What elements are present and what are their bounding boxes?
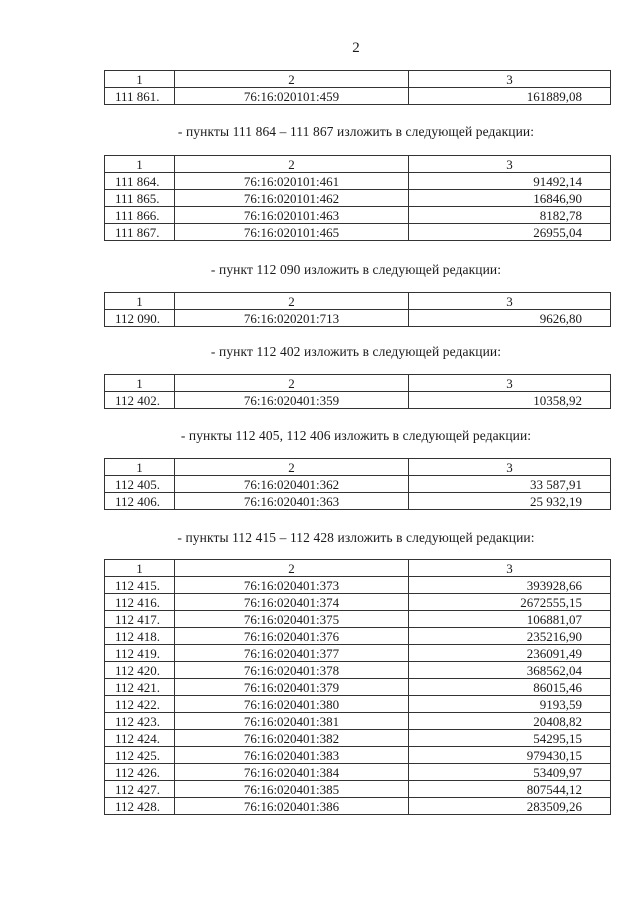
- area-value: 161889,08: [409, 88, 611, 105]
- cadastral-number: 76:16:020401:362: [175, 476, 409, 493]
- item-number: 112 423.: [105, 713, 175, 730]
- header-cell-3: 3: [409, 156, 611, 173]
- header-cell-2: 2: [175, 560, 409, 577]
- cadastral-number: 76:16:020401:384: [175, 764, 409, 781]
- item-number: 112 426.: [105, 764, 175, 781]
- area-value: 20408,82: [409, 713, 611, 730]
- item-number: 112 421.: [105, 679, 175, 696]
- table-row: [105, 493, 611, 510]
- header-cell-2: 2: [175, 156, 409, 173]
- cadastral-number: 76:16:020401:377: [175, 645, 409, 662]
- table-row: [105, 645, 611, 662]
- cadastral-number: 76:16:020401:382: [175, 730, 409, 747]
- area-value: 9193,59: [409, 696, 611, 713]
- table-row: [105, 798, 611, 815]
- cadastral-number: 76:16:020401:381: [175, 713, 409, 730]
- cadastral-number: 76:16:020401:363: [175, 493, 409, 510]
- cadastral-number: 76:16:020401:380: [175, 696, 409, 713]
- header-cell-1: 1: [105, 375, 175, 392]
- table-header-row: [105, 560, 611, 577]
- header-cell-2: 2: [175, 375, 409, 392]
- table-header-row: [105, 459, 611, 476]
- area-value: 26955,04: [409, 224, 611, 241]
- section-intro: - пункт 112 090 изложить в следующей редакции:: [210, 262, 502, 277]
- cadastral-number: 76:16:020401:376: [175, 628, 409, 645]
- area-value: 283509,26: [409, 798, 611, 815]
- area-value: 53409,97: [409, 764, 611, 781]
- item-number: 112 406.: [105, 493, 175, 510]
- item-number: 112 420.: [105, 662, 175, 679]
- section-intro: - пункты 111 864 – 111 867 изложить в следующей редакции:: [177, 124, 535, 139]
- area-value: 91492,14: [409, 173, 611, 190]
- item-number: 112 402.: [105, 392, 175, 409]
- area-value: 2672555,15: [409, 594, 611, 611]
- cadastral-number: 76:16:020401:385: [175, 781, 409, 798]
- cadastral-number: 76:16:020101:459: [175, 88, 409, 105]
- cadastral-number: 76:16:020401:378: [175, 662, 409, 679]
- item-number: 112 405.: [105, 476, 175, 493]
- table-header-row: [105, 293, 611, 310]
- table-row: [105, 730, 611, 747]
- area-value: 236091,49: [409, 645, 611, 662]
- table-row: [105, 173, 611, 190]
- cadastral-number: 76:16:020101:463: [175, 207, 409, 224]
- table-row: [105, 679, 611, 696]
- table-row: [105, 764, 611, 781]
- header-cell-3: 3: [409, 459, 611, 476]
- header-cell-3: 3: [409, 375, 611, 392]
- table-row: [105, 310, 611, 327]
- cadastral-number: 76:16:020101:465: [175, 224, 409, 241]
- header-cell-2: 2: [175, 71, 409, 88]
- item-number: 111 864.: [105, 173, 175, 190]
- table-row: [105, 747, 611, 764]
- header-cell-3: 3: [409, 71, 611, 88]
- table-row: [105, 662, 611, 679]
- cadastral-number: 76:16:020401:374: [175, 594, 409, 611]
- table-header-row: [105, 156, 611, 173]
- area-value: 8182,78: [409, 207, 611, 224]
- table-section-1: [104, 155, 611, 241]
- item-number: 112 424.: [105, 730, 175, 747]
- area-value: 807544,12: [409, 781, 611, 798]
- area-value: 9626,80: [409, 310, 611, 327]
- table-row: [105, 577, 611, 594]
- table-section-2: [104, 292, 611, 327]
- section-intro: - пункты 112 405, 112 406 изложить в следующей редакции:: [180, 428, 532, 443]
- item-number: 112 425.: [105, 747, 175, 764]
- table-row: [105, 88, 611, 105]
- cadastral-number: 76:16:020101:462: [175, 190, 409, 207]
- area-value: 235216,90: [409, 628, 611, 645]
- item-number: 112 428.: [105, 798, 175, 815]
- header-cell-1: 1: [105, 560, 175, 577]
- area-value: 86015,46: [409, 679, 611, 696]
- table-section-3: [104, 374, 611, 409]
- area-value: 10358,92: [409, 392, 611, 409]
- item-number: 112 090.: [105, 310, 175, 327]
- page-number: 2: [352, 40, 360, 56]
- cadastral-number: 76:16:020401:375: [175, 611, 409, 628]
- area-value: 54295,15: [409, 730, 611, 747]
- item-number: 112 418.: [105, 628, 175, 645]
- area-value: 979430,15: [409, 747, 611, 764]
- item-number: 111 865.: [105, 190, 175, 207]
- item-number: 112 416.: [105, 594, 175, 611]
- table-section-0: [104, 70, 611, 105]
- item-number: 112 417.: [105, 611, 175, 628]
- header-cell-1: 1: [105, 459, 175, 476]
- cadastral-number: 76:16:020401:373: [175, 577, 409, 594]
- table-header-row: [105, 375, 611, 392]
- section-intro: - пункт 112 402 изложить в следующей редакции:: [210, 344, 502, 359]
- header-cell-3: 3: [409, 560, 611, 577]
- cadastral-number: 76:16:020401:379: [175, 679, 409, 696]
- area-value: 25 932,19: [409, 493, 611, 510]
- item-number: 112 419.: [105, 645, 175, 662]
- table-row: [105, 476, 611, 493]
- item-number: 112 415.: [105, 577, 175, 594]
- section-intro: - пункты 112 415 – 112 428 изложить в следующей редакции:: [177, 530, 535, 545]
- area-value: 368562,04: [409, 662, 611, 679]
- table-row: [105, 594, 611, 611]
- header-cell-1: 1: [105, 293, 175, 310]
- table-section-4: [104, 458, 611, 510]
- item-number: 111 867.: [105, 224, 175, 241]
- cadastral-number: 76:16:020401:383: [175, 747, 409, 764]
- area-value: 106881,07: [409, 611, 611, 628]
- item-number: 111 866.: [105, 207, 175, 224]
- cadastral-number: 76:16:020201:713: [175, 310, 409, 327]
- cadastral-number: 76:16:020101:461: [175, 173, 409, 190]
- table-row: [105, 713, 611, 730]
- header-cell-3: 3: [409, 293, 611, 310]
- table-row: [105, 696, 611, 713]
- table-row: [105, 611, 611, 628]
- table-row: [105, 190, 611, 207]
- item-number: 112 427.: [105, 781, 175, 798]
- table-row: [105, 781, 611, 798]
- header-cell-1: 1: [105, 156, 175, 173]
- table-header-row: [105, 71, 611, 88]
- area-value: 393928,66: [409, 577, 611, 594]
- cadastral-number: 76:16:020401:359: [175, 392, 409, 409]
- table-row: [105, 207, 611, 224]
- area-value: 33 587,91: [409, 476, 611, 493]
- table-row: [105, 392, 611, 409]
- table-row: [105, 628, 611, 645]
- header-cell-2: 2: [175, 459, 409, 476]
- header-cell-2: 2: [175, 293, 409, 310]
- table-row: [105, 224, 611, 241]
- table-section-5: [104, 559, 611, 815]
- item-number: 111 861.: [105, 88, 175, 105]
- area-value: 16846,90: [409, 190, 611, 207]
- cadastral-number: 76:16:020401:386: [175, 798, 409, 815]
- item-number: 112 422.: [105, 696, 175, 713]
- header-cell-1: 1: [105, 71, 175, 88]
